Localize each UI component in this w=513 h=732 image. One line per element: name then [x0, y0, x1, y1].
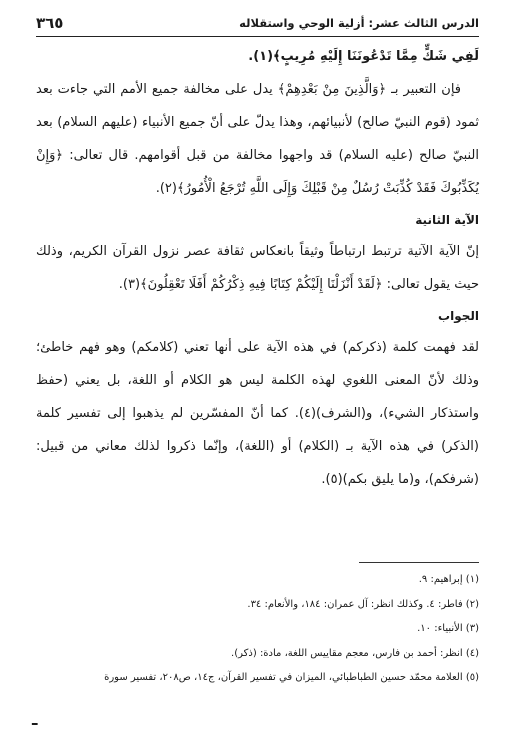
- page-body: [36, 40, 479, 496]
- footnotes: [36, 568, 479, 691]
- footnote-2: (٢) فاطر: ٤. وكذلك انظر: آل عمران: ١٨٤، والأنعام: ٣٤.: [247, 598, 479, 610]
- footnote-4: (٤) انظر: أحمد بن فارس، معجم مقاييس اللغة، مادة: (ذكر).: [231, 647, 479, 659]
- page-number: ٣٦٥: [36, 14, 64, 32]
- footnote-3: (٣) الأنبياء: ١٠.: [417, 623, 479, 634]
- page-header: [36, 14, 479, 37]
- verse-continuation: لَفِي شَكٍّ مِمَّا تَدْعُونَنَا إِلَيْهِ مُرِيبٍ﴾(١).: [248, 49, 479, 64]
- section-heading-answer: الجواب: [438, 309, 479, 323]
- footnote-1: (١) إبراهيم: ٩.: [418, 574, 479, 585]
- continuation-mark: ـ: [32, 710, 38, 729]
- paragraph-2: إنّ الآية الآتية ترتبط ارتباطاً وثيقاً بانعكاس ثقافة عصر نزول القرآن الكريم، وذلك حيث يقول تعالى: ﴿لَقَدْ أَنْزَلْنَا إِلَيْكُمْ كِتَابًا فِيهِ ذِكْرُكُمْ أَفَلَا تَعْقِلُونَ﴾(٣).: [36, 244, 479, 292]
- footnote-separator: [359, 562, 479, 563]
- running-title: الدرس الثالث عشر: أزلية الوحي واستقلاله: [239, 16, 479, 30]
- section-heading-second-verse: الآية الثانية: [415, 213, 479, 227]
- footnote-5: (٥) العلامة محمّد حسين الطباطبائي، الميزان في تفسير القرآن، ج١٤، ص٢٠٨، تفسير سورة: [104, 672, 479, 683]
- paragraph-3: لقد فهمت كلمة (ذكركم) في هذه الآية على أنها تعني (كلامكم) وهو فهم خاطئ؛ وذلك لأنّ المعنى اللغوي لهذه الكلمة ليس هو الكلام أو اللغة، بل يعني (حفظ واستذكار الشيء)، و(الشرف)(٤). كما أنّ المفسّرين لم يذهبوا إلى تفسير كلمة (الذكر) في هذه الآية بـ (الكلام) أو (اللغة)، وإنّما ذكروا لذلك معاني من قبيل: (شرفكم)، و(ما يليق بكم)(٥).: [36, 340, 479, 487]
- paragraph-1: فإن التعبير بـ ﴿وَالَّذِينَ مِنْ بَعْدِهِمْ﴾ يدل على مخالفة جميع الأمم التي جاءت بعد ثمود (قوم النبيّ صالح) لأنبيائهم، وهذا يدلّ على أنّ جميع الأنبياء (عليهم السلام) بعد النبيّ صالح (عليه السلام) قد واجهوا مخالفة من قبل أقوامهم. قال تعالى: ﴿وَإِنْ يُكَذِّبُوكَ فَقَدْ كُذِّبَتْ رُسُلٌ مِنْ قَبْلِكَ وَإِلَى اللَّهِ تُرْجَعُ الْأُمُورُ﴾(٢).: [36, 82, 479, 196]
